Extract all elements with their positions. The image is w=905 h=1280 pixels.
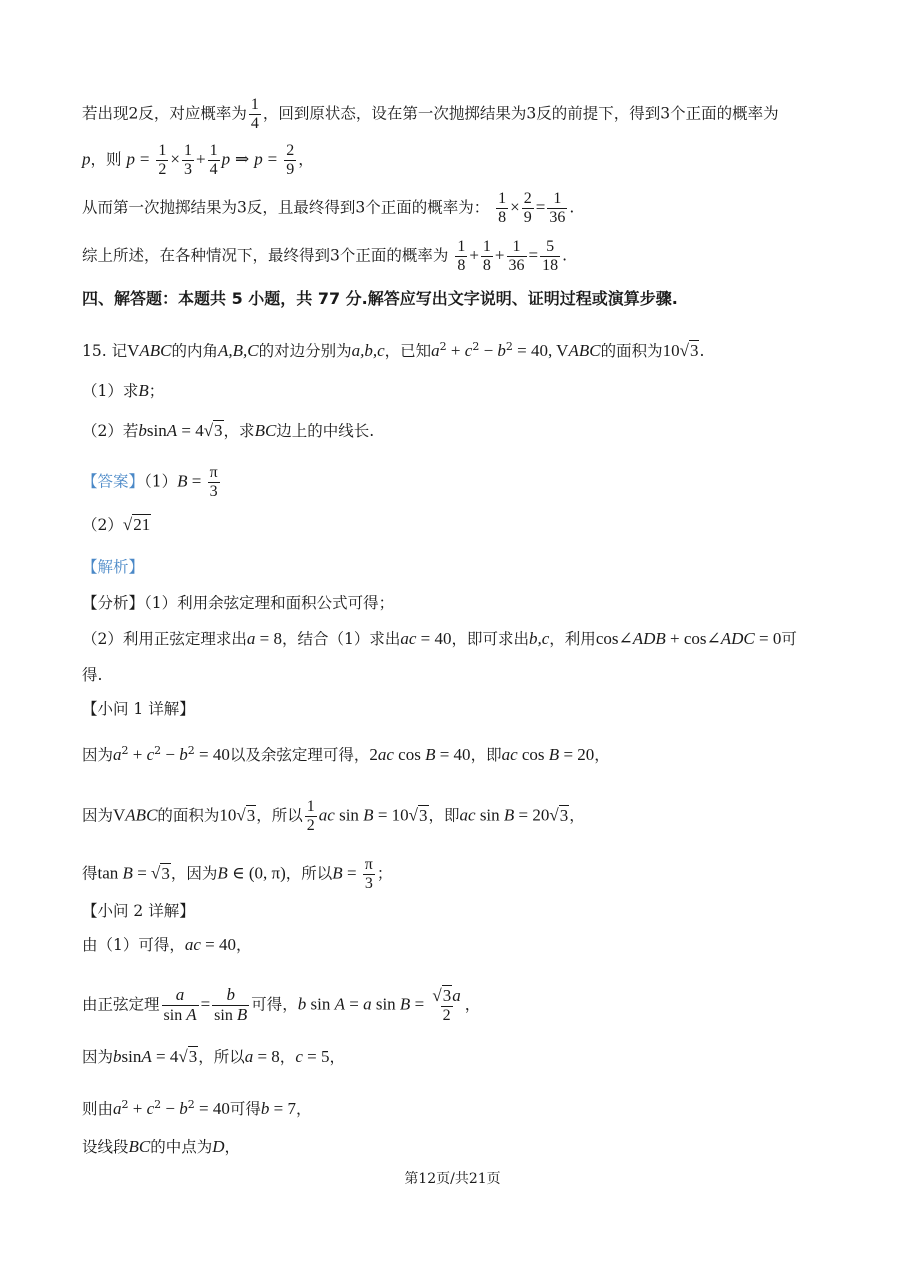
sub-heading-2: 【小问 2 详解】 <box>82 902 195 920</box>
analysis-3: 得. <box>82 666 103 684</box>
section-heading: 四、解答题：本题共 5 小题，共 77 分.解答应写出文字说明、证明过程或演算步骤. <box>82 289 678 308</box>
text-line-1: 若出现2反，对应概率为 $\frac{1}{4}$ ，回到原状态，设在第一次抛掷结果为3反的前提下，得到3个正面的概率为 <box>82 96 779 132</box>
page-footer: 第12页/共21页 <box>404 1171 501 1187</box>
question-part-2: （2）若bsinA = 4√3，求BC边上的中线长. <box>82 421 375 440</box>
analysis-2: （2）利用正弦定理求出a = 8，结合（1）求出ac = 40，即可求出b,c，利用cos∠ADB + cos∠ADC = 0可 <box>82 629 797 648</box>
text-line-2: p，则 p = $\frac{1}{2}$ × $\frac{1}{3}$ + $\frac{1}{4}$ p ⇒ p = $\frac{2}{9}$ ， <box>82 142 314 178</box>
question-part-1: （1）求B； <box>82 381 165 400</box>
text-line-4: 综上所述，在各种情况下，最终得到3个正面的概率为 $\frac{1}{8}$ + $\frac{1}{8}$ + $\frac{1}{36}$ = $\frac{5}{18}$ . <box>82 238 568 274</box>
step-5: 由正弦定理 $\frac{a}{\text{sin A}}$ = $\frac{b}{\text{sin B}}$ 可得，b sin A = a sin B = $\frac{√3a}{2}$ ， <box>82 985 481 1024</box>
fraction: $\frac{1}{4}$ <box>250 96 259 132</box>
step-6: 因为bsinA = 4√3，所以a = 8，c = 5， <box>82 1047 345 1066</box>
step-1: 因为$a^2 + c^2 - b^2 = 40$以及余弦定理可得，2ac cos B = 40，即ac cos B = 20， <box>82 744 610 765</box>
step-3: 得tan B = √3，因为B ∈ (0, π)，所以B = $\frac{\pi}{3}$ ； <box>82 856 393 892</box>
step-2: 因为VABC的面积为10√3，所以 $\frac{1}{2}$ ac sin B = 10√3，即ac sin B = 20√3， <box>82 798 585 834</box>
analysis-1: 【分析】（1）利用余弦定理和面积公式可得； <box>82 594 395 612</box>
sub-heading-1: 【小问 1 详解】 <box>82 700 195 718</box>
step-8: 设线段BC的中点为D， <box>82 1137 241 1156</box>
answer-1: 【答案】（1）B = $\frac{\pi}{3}$ <box>82 464 218 500</box>
step-7: 则由$a^2 + c^2 - b^2 = 40$可得b = 7， <box>82 1098 312 1119</box>
answer-2: （2）√21 <box>82 515 151 534</box>
text-line-3: 从而第一次抛掷结果为3反，且最终得到3个正面的概率为： $\frac{1}{8}$ × $\frac{2}{9}$ = $\frac{1}{36}$ . <box>82 190 575 226</box>
question-15: 15. 记VABC的内角A,B,C的对边分别为a,b,c，已知$a^2 + c^2 - b^2 = 40$, VABC的面积为10√3. <box>82 340 705 361</box>
analysis-tag: 【解析】 <box>82 558 145 576</box>
step-4: 由（1）可得，ac = 40， <box>82 935 252 954</box>
